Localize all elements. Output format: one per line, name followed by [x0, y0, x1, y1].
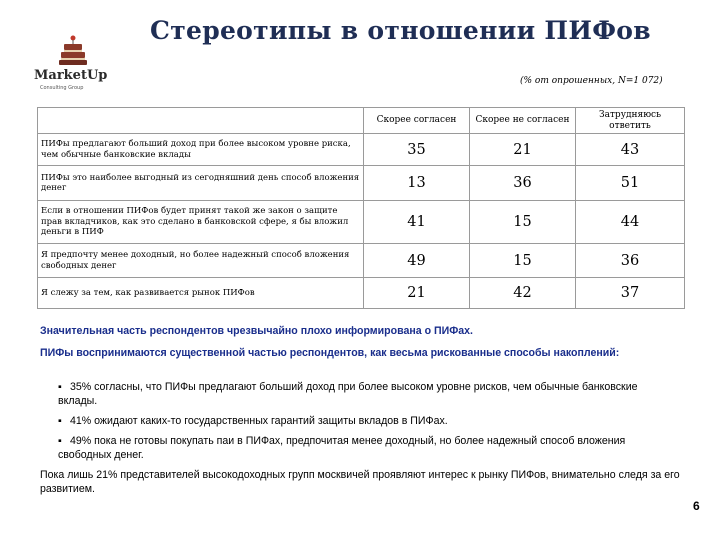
value-cell: 41 — [364, 201, 470, 244]
table-row — [38, 201, 685, 244]
table-row — [38, 166, 685, 201]
logo-name: MarketUp — [34, 68, 108, 83]
header-empty-cell — [38, 108, 364, 134]
summary-paragraph: Значительная часть респондентов чрезвычайно плохо информирована о ПИФах. — [40, 325, 474, 337]
value-cell: 35 — [364, 134, 470, 166]
statement-cell: Я слежу за тем, как развивается рынок ПИФов — [38, 278, 364, 309]
table-row — [38, 134, 685, 166]
conclusion-paragraph: Пока лишь 21% представителей высокодоходных групп москвичей проявляют интерес к рынку ПИФов, внимательно следя за его развитием. — [40, 469, 680, 495]
value-cell: 21 — [364, 278, 470, 309]
value-cell: 36 — [576, 244, 685, 278]
header-undecided: Затрудняюсь ответить — [576, 108, 685, 134]
logo-tagline: Consulting Group — [40, 85, 84, 91]
statement-cell: ПИФы предлагают больший доход при более высоком уровне риска, чем обычные банковские вклады — [38, 134, 364, 166]
bullet-text: 49% пока не готовы покупать паи в ПИФах, предпочитая менее доходный, но более надежный способ вложения свободных денег. — [58, 435, 626, 461]
page-number: 6 — [693, 499, 700, 513]
cake-icon — [58, 34, 88, 66]
sample-note: (% от опрошенных, N=1 072) — [520, 76, 663, 86]
statement-cell: Если в отношении ПИФов будет принят такой же закон о защите прав вкладчиков, как это сделано в банковской сфере, я бы вложил деньги в ПИФ — [38, 201, 364, 244]
statement-cell: ПИФы это наиболее выгодный из сегодняшний день способ вложения денег — [38, 166, 364, 201]
bullet-item — [58, 434, 668, 462]
value-cell: 43 — [576, 134, 685, 166]
value-cell: 42 — [470, 278, 576, 309]
value-cell: 49 — [364, 244, 470, 278]
table-row — [38, 244, 685, 278]
value-cell: 51 — [576, 166, 685, 201]
bullet-text: 35% согласны, что ПИФы предлагают больший доход при более высоком уровне рисков, чем обычные банковские вклады. — [58, 381, 638, 407]
risk-paragraph: ПИФы воспринимаются существенной частью респондентов, как весьма рискованные способы накоплений: — [40, 347, 620, 359]
value-cell: 36 — [470, 166, 576, 201]
bullet-item — [58, 380, 668, 408]
company-logo — [34, 30, 114, 94]
statement-cell: Я предпочту менее доходный, но более надежный способ вложения свободных денег — [38, 244, 364, 278]
table-row — [38, 278, 685, 309]
bullet-icon: ▪ — [58, 415, 62, 427]
header-agree: Скорее согласен — [364, 108, 470, 134]
value-cell: 21 — [470, 134, 576, 166]
value-cell: 15 — [470, 244, 576, 278]
bullet-item — [58, 414, 668, 428]
survey-table — [37, 107, 685, 309]
value-cell: 13 — [364, 166, 470, 201]
table-header-row — [38, 108, 685, 134]
value-cell: 37 — [576, 278, 685, 309]
bullet-icon: ▪ — [58, 435, 62, 447]
slide-title: Стереотипы в отношении ПИФов — [150, 16, 651, 45]
bullet-text: 41% ожидают каких-то государственных гарантий защиты вкладов в ПИФах. — [70, 415, 448, 427]
bullet-icon: ▪ — [58, 381, 62, 393]
header-disagree: Скорее не согласен — [470, 108, 576, 134]
value-cell: 15 — [470, 201, 576, 244]
value-cell: 44 — [576, 201, 685, 244]
